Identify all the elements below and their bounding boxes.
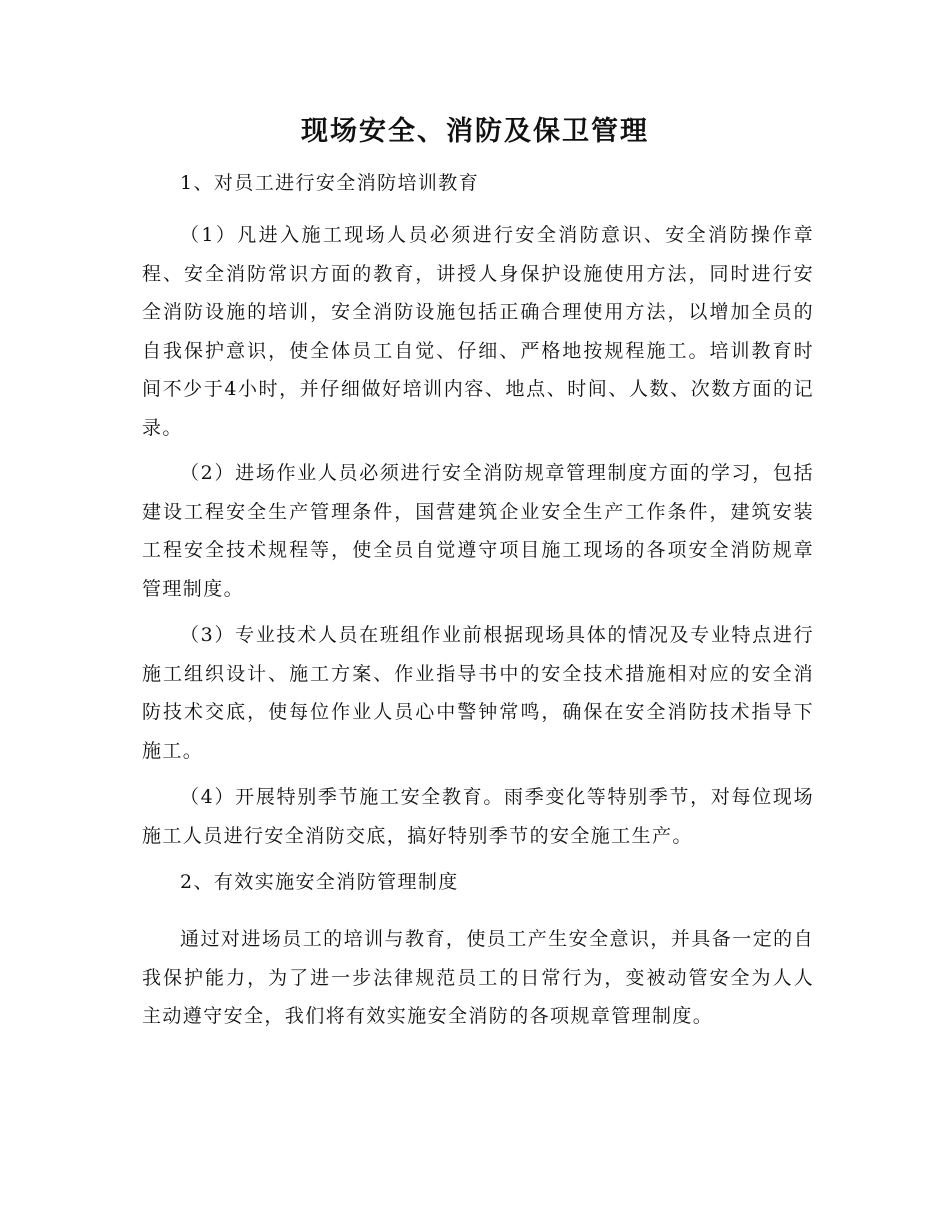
paragraph-2: （2）进场作业人员必须进行安全消防规章管理制度方面的学习，包括建设工程安全生产管理条件，国营建筑企业安全生产工作条件，建筑安装工程安全技术规程等，使全员自觉遵守项目施工现场的各项安全消防规章管理制度。 — [142, 462, 814, 600]
paragraph-1: （1）凡进入施工现场人员必须进行安全消防意识、安全消防操作章程、安全消防常识方面的教育，讲授人身保护设施使用方法，同时进行安全消防设施的培训，安全消防设施包括正确合理使用方法，以增加全员的自我保护意识，使全体员工自觉、仔细、严格地按规程施工。培训教育时间不少于4小时，并仔细做好培训内容、地点、时间、人数、次数方面的记录。 — [142, 224, 814, 439]
paragraph-5: 通过对进场员工的培训与教育，使员工产生安全意识，并具备一定的自我保护能力，为了进一步法律规范员工的日常行为，变被动管安全为人人主动遵守安全，我们将有效实施安全消防的各项规章管理制度。 — [142, 928, 814, 1027]
section-heading-1: 1、对员工进行安全消防培训教育 — [180, 172, 480, 194]
document-title: 现场安全、消防及保卫管理 — [301, 116, 649, 147]
paragraph-3: （3）专业技术人员在班组作业前根据现场具体的情况及专业特点进行施工组织设计、施工方案、作业指导书中的安全技术措施相对应的安全消防技术交底，使每位作业人员心中警钟常鸣，确保在安全消防技术指导下施工。 — [142, 624, 814, 762]
paragraph-4: （4）开展特别季节施工安全教育。雨季变化等特别季节，对每位现场施工人员进行安全消防交底，搞好特别季节的安全施工生产。 — [142, 786, 814, 847]
section-heading-2: 2、有效实施安全消防管理制度 — [180, 871, 459, 893]
